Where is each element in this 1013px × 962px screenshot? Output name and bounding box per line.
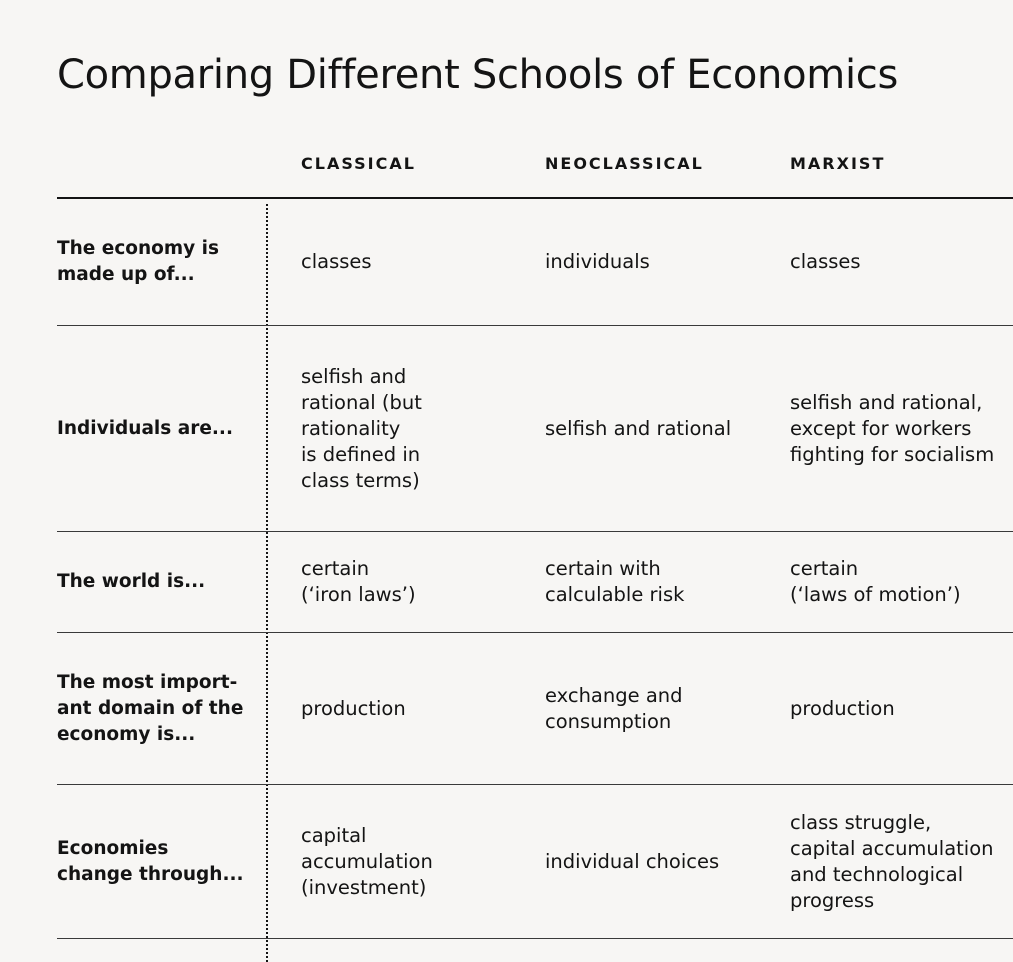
cell-neoclassical: individual choices — [545, 849, 720, 873]
cell-neoclassical: certain with calculable risk — [545, 557, 685, 606]
table-row — [57, 633, 1013, 785]
column-header-neoclassical: NEOCLASSICAL — [545, 154, 704, 173]
cell-neoclassical: exchange and consumption — [545, 683, 683, 733]
row-divider — [57, 938, 1013, 939]
cell-classical: certain (‘iron laws’) — [301, 557, 416, 606]
table-row — [57, 532, 1013, 633]
cell-classical: classes — [301, 250, 372, 273]
table-row — [57, 199, 1013, 326]
cell-marxist: certain (‘laws of motion’) — [790, 557, 961, 606]
cell-classical: selfish and rational (but rationality is defined in class terms) — [301, 364, 422, 492]
row-label: The world is... — [57, 571, 206, 592]
table-row — [57, 785, 1013, 939]
column-header-marxist: MARXIST — [790, 154, 886, 173]
cell-marxist: class struggle, capital accumulation and technological progress — [790, 810, 994, 912]
cell-neoclassical: selfish and rational — [545, 416, 732, 440]
cell-marxist: selfish and rational, except for workers fighting for socialism — [790, 390, 995, 466]
row-label: Individuals are... — [57, 417, 233, 439]
row-label: The most import- ant domain of the economy is... — [57, 671, 244, 745]
page-title: Comparing Different Schools of Economics — [57, 52, 898, 98]
cell-neoclassical: individuals — [545, 250, 650, 273]
cell-classical: capital accumulation (investment) — [301, 823, 433, 899]
table-row — [57, 326, 1013, 532]
cell-marxist: classes — [790, 250, 861, 273]
cell-marxist: production — [790, 696, 895, 720]
cell-classical: production — [301, 696, 406, 720]
column-header-classical: CLASSICAL — [301, 154, 416, 173]
row-label: The economy is made up of... — [57, 238, 220, 285]
row-label: Economies change through... — [57, 837, 244, 885]
